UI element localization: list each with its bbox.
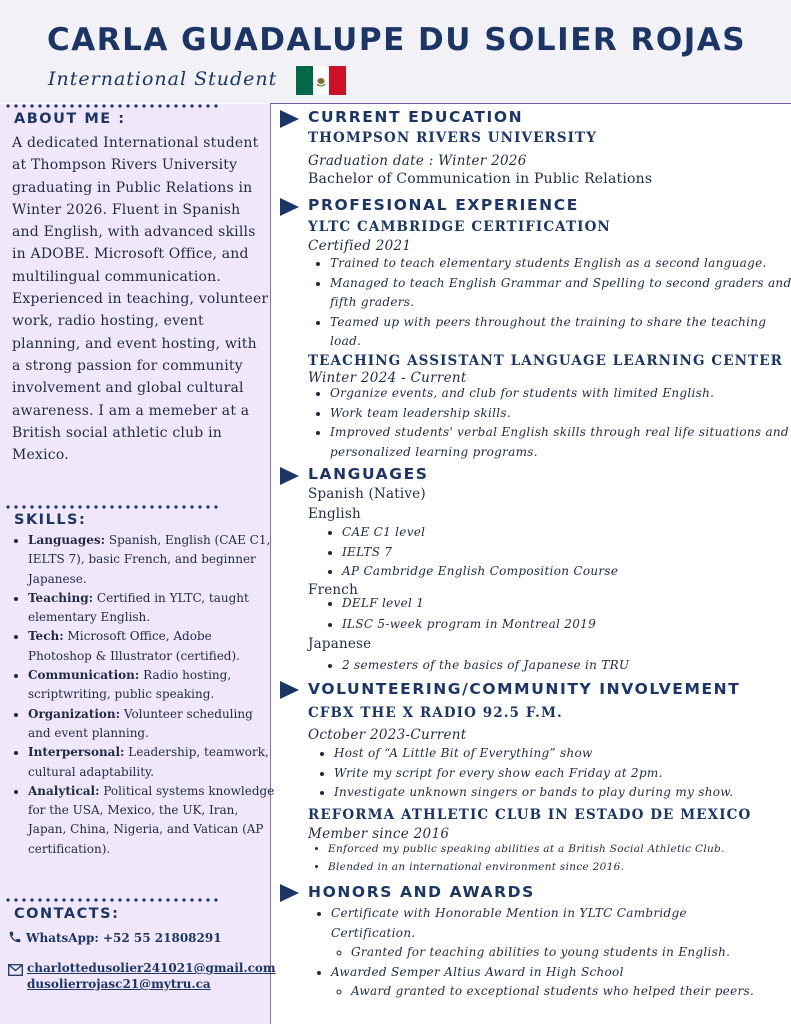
skill-item	[28, 782, 278, 859]
english-item: • CAE C1 level	[342, 523, 782, 543]
email-link-tru[interactable]: dusolierrojasc21@mytru.ca	[27, 977, 211, 991]
english-list	[322, 523, 782, 582]
skill-label: Organization:	[28, 706, 121, 721]
volunteer2-title: REFORMA ATHLETIC CLUB IN ESTADO DE MEXICO	[308, 807, 752, 823]
skill-label: Communication:	[28, 668, 140, 683]
about-text: A dedicated International student at Thompson Rivers University graduating in Public Relations in Winter 2026. Fluent in Spanish and English, with advanced skills in ADOBE. Microsoft Office, and multilingual communication. Experienced in teaching, volunteer work, radio hosting, event planning, and event hosting, with a strong passion for community involvement and global cultural awareness. I am a memeber at a British social athletic club in Mexico.	[12, 135, 269, 464]
skill-label: Analytical:	[28, 783, 100, 798]
skill-text: Leadership, teamwork, cultural adaptability.	[28, 745, 269, 779]
dotted-divider	[4, 898, 220, 902]
skill-text: Radio hosting, scriptwriting, public speaking.	[28, 668, 232, 702]
language-french: French	[308, 582, 358, 598]
envelope-icon	[8, 964, 23, 976]
skill-label: Interpersonal:	[28, 745, 125, 760]
honor-text: Certificate with Honorable Mention in YLTC Cambridge Certification.	[331, 906, 687, 940]
education-degree: Bachelor of Communication in Public Relations	[308, 171, 653, 187]
skill-text: Volunteer scheduling and event planning.	[28, 706, 253, 740]
job1-date: Certified 2021	[308, 238, 412, 254]
french-list	[322, 594, 782, 634]
experience-heading: PROFESIONAL EXPERIENCE	[308, 196, 579, 214]
japanese-item: • 2 semesters of the basics of Japanese in TRU	[342, 656, 782, 676]
skill-item	[28, 705, 278, 744]
candidate-name: CARLA GUADALUPE DU SOLIER ROJAS	[47, 22, 747, 58]
section-arrow-icon	[280, 884, 299, 902]
language-english: English	[308, 506, 361, 522]
job2-bullet: • Work team leadership skills.	[330, 404, 791, 424]
skill-text: Political systems knowledge for the USA, Mexico, the UK, Iran, Japan, China, Nigeria, and Vatican (AP certification).	[28, 783, 275, 856]
volunteer1-date: October 2023-Current	[308, 727, 467, 743]
section-arrow-icon	[280, 467, 299, 485]
header-band	[0, 0, 791, 103]
flag-green-stripe	[296, 66, 313, 95]
section-arrow-icon	[280, 681, 299, 699]
volunteer2-bullets	[308, 841, 788, 876]
section-arrow-icon	[280, 110, 299, 128]
education-graduation: Graduation date : Winter 2026	[308, 153, 527, 169]
volunteer2-bullet: • Enforced my public speaking abilities at a British Social Athletic Club.	[328, 841, 788, 859]
education-school: THOMPSON RIVERS UNIVERSITY	[308, 130, 597, 146]
dotted-divider	[4, 505, 220, 509]
honor-sublist	[331, 943, 771, 963]
flag-emblem-icon	[313, 66, 329, 95]
skill-text: Spanish, English (CAE C1, IELTS 7), basic French, and beginner Japanese.	[28, 533, 271, 586]
skills-heading: SKILLS:	[14, 512, 87, 528]
honor-item	[331, 963, 771, 1002]
honor-item	[331, 904, 771, 963]
volunteer1-bullet: • Write my script for every show each Friday at 2pm.	[334, 764, 791, 784]
volunteer1-title: CFBX THE X RADIO 92.5 F.M.	[308, 705, 563, 721]
phone-icon	[8, 930, 22, 944]
whatsapp-text: WhatsApp: +52 55 21808291	[26, 931, 222, 945]
dotted-divider	[4, 104, 220, 108]
french-item: • DELF level 1	[342, 594, 782, 614]
mexico-flag-icon	[296, 66, 346, 95]
english-item: • IELTS 7	[342, 543, 782, 563]
flag-white-stripe	[313, 66, 330, 95]
job2-bullets	[310, 384, 791, 462]
whatsapp-contact[interactable]	[8, 930, 222, 945]
skill-item	[28, 531, 278, 589]
honor-subitem: ◦ Award granted to exceptional students who helped their peers.	[351, 982, 771, 1002]
candidate-subtitle: International Student	[48, 68, 278, 90]
honors-heading: HONORS AND AWARDS	[308, 883, 535, 901]
skill-item	[28, 666, 278, 705]
education-heading: CURRENT EDUCATION	[308, 108, 524, 126]
job2-date: Winter 2024 - Current	[308, 370, 467, 386]
about-heading: ABOUT ME :	[14, 111, 126, 127]
skill-item	[28, 627, 278, 666]
job2-title: TEACHING ASSISTANT LANGUAGE LEARNING CENTER	[308, 353, 783, 369]
job1-bullets	[310, 254, 791, 352]
skills-list	[14, 531, 278, 859]
honor-text: Awarded Semper Altius Award in High School	[331, 964, 624, 979]
skill-text: Certified in YLTC, taught elementary English.	[28, 590, 249, 625]
volunteer1-bullet: • Investigate unknown singers or bands to play during my show.	[334, 783, 791, 803]
skill-text: Microsoft Office, Adobe Photoshop & Illustrator (certified).	[28, 629, 240, 663]
header-divider	[270, 103, 791, 104]
skill-label: Tech:	[28, 629, 64, 644]
job1-title: YLTC CAMBRIDGE CERTIFICATION	[308, 219, 611, 235]
contacts-heading: CONTACTS:	[14, 906, 120, 922]
languages-heading: LANGUAGES	[308, 465, 429, 483]
skill-label: Teaching:	[28, 590, 94, 605]
email-link-gmail[interactable]: charlottedusolier241021@gmail.com	[27, 961, 276, 975]
volunteer2-bullet: • Blended in an international environment since 2016.	[328, 859, 788, 877]
job2-bullet: • Organize events, and club for students with limited English.	[330, 384, 791, 404]
language-spanish: Spanish (Native)	[308, 486, 426, 502]
skill-label: Languages:	[28, 533, 106, 547]
volunteer1-bullets	[314, 744, 791, 803]
honor-sublist	[331, 982, 771, 1002]
honor-subitem: ◦ Granted for teaching abilities to young students in English.	[351, 943, 771, 963]
job1-bullet: • Managed to teach English Grammar and Spelling to second graders and fifth graders.	[330, 274, 791, 313]
english-item: • AP Cambridge English Composition Course	[342, 562, 782, 582]
section-arrow-icon	[280, 198, 299, 216]
flag-red-stripe	[329, 66, 346, 95]
volunteer2-date: Member since 2016	[308, 826, 450, 842]
volunteering-heading: VOLUNTEERING/COMMUNITY INVOLVEMENT	[308, 680, 741, 698]
japanese-list	[322, 656, 782, 676]
language-japanese: Japanese	[308, 636, 372, 652]
volunteer1-bullet: • Host of “A Little Bit of Everything” show	[334, 744, 791, 764]
job1-bullet: • Teamed up with peers throughout the training to share the teaching load.	[330, 313, 791, 352]
email-contact	[8, 960, 276, 992]
skill-item	[28, 589, 278, 628]
french-item: • ILSC 5-week program in Montreal 2019	[342, 615, 782, 635]
skill-item	[28, 743, 278, 782]
job1-bullet: • Trained to teach elementary students English as a second language.	[330, 254, 791, 274]
honors-list	[311, 904, 771, 1002]
job2-bullet: • Improved students' verbal English skills through real life situations and personalized learning programs.	[330, 423, 791, 462]
